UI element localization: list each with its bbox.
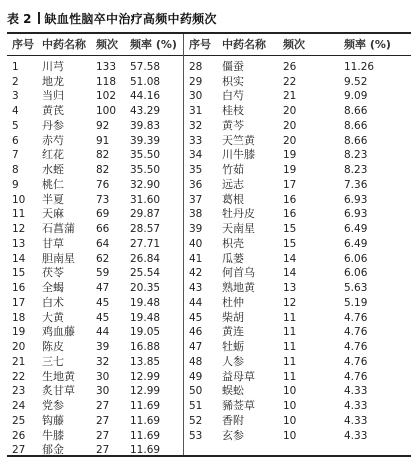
table-cell-name: 竹茹 [222,163,244,177]
table-cell-name: 半夏 [42,192,64,206]
table-cell-rate: 6.93 [344,193,368,206]
table-cell-index: 50 [189,385,203,398]
table-cell-name: 人参 [222,354,244,368]
table-cell-rate: 11.69 [130,400,161,413]
table-cell-name: 葛根 [222,192,244,206]
table-cell-index: 32 [189,119,203,132]
table-cell-index: 16 [12,282,26,295]
table-cell-rate: 39.83 [130,119,161,132]
header-rule [7,55,411,56]
table-cell-rate: 12.99 [130,370,161,383]
table-cell-rate: 8.66 [344,134,368,147]
table-cell-index: 49 [189,370,203,383]
table-cell-frequency: 26 [283,61,297,73]
table-cell-name: 牡丹皮 [222,207,255,221]
table-cell-name: 丹参 [42,118,64,132]
table-cell-frequency: 20 [283,119,297,132]
table-cell-index: 27 [12,444,26,457]
table-cell-rate: 8.23 [344,149,368,162]
table-cell-index: 37 [189,193,203,206]
table-cell-name: 石菖蒲 [42,222,75,236]
table-cell-name: 川牛膝 [222,148,255,162]
table-cell-frequency: 12 [283,296,297,309]
table-cell-index: 46 [189,326,203,339]
table-cell-name: 水蛭 [42,163,64,177]
table-cell-index: 51 [189,400,203,413]
table-cell-rate: 35.50 [130,149,161,162]
table-cell-name: 陈皮 [42,340,64,354]
header-name-right: 中药名称 [222,38,266,51]
table-cell-frequency: 45 [96,296,110,309]
table-cell-name: 桃仁 [42,177,64,191]
table-cell-name: 黄连 [222,325,244,339]
table-cell-name: 茯苓 [42,266,64,280]
table-cell-rate: 11.69 [130,414,161,427]
table-cell-frequency: 11 [283,311,297,324]
table-cell-rate: 11.69 [130,429,161,442]
table-cell-rate: 11.26 [344,61,375,73]
table-cell-index: 44 [189,296,203,309]
header-frequency-right: 频次 [283,38,305,51]
table-cell-frequency: 32 [96,355,110,368]
table-cell-frequency: 73 [96,193,110,206]
table-cell-index: 1 [12,61,19,73]
table-cell-name: 何首乌 [222,266,255,280]
table-cell-frequency: 22 [283,75,297,88]
table-cell-rate: 4.76 [344,370,368,383]
table-cell-index: 26 [12,429,26,442]
table-cell-index: 47 [189,341,203,354]
table-cell-name: 桂枝 [222,104,244,118]
table-cell-frequency: 30 [96,370,110,383]
table-cell-index: 33 [189,134,203,147]
table-cell-rate: 35.50 [130,164,161,177]
table-cell-index: 45 [189,311,203,324]
table-cell-frequency: 21 [283,90,297,103]
header-index-right: 序号 [189,38,211,51]
table-cell-index: 38 [189,208,203,221]
table-cell-index: 14 [12,252,26,265]
table-cell-name: 当归 [42,89,64,103]
table-cell-name: 红花 [42,148,64,162]
table-cell-name: 牡蛎 [222,340,244,354]
table-cell-frequency: 133 [96,61,117,73]
table-cell-index: 36 [189,178,203,191]
table-cell-index: 42 [189,267,203,280]
table-cell-index: 24 [12,400,26,413]
table-cell-name: 黄芪 [42,104,64,118]
table-cell-frequency: 10 [283,414,297,427]
table-cell-name: 地龙 [42,74,64,88]
table-cell-index: 21 [12,355,26,368]
table-cell-frequency: 47 [96,282,110,295]
table-cell-rate: 13.85 [130,355,161,368]
table-cell-frequency: 10 [283,400,297,413]
table-cell-name: 黄芩 [222,118,244,132]
table-cell-index: 35 [189,164,203,177]
table-cell-index: 17 [12,296,26,309]
table-cell-index: 8 [12,164,19,177]
table-cell-frequency: 19 [283,149,297,162]
table-cell-name: 钩藤 [42,413,64,427]
bottom-rule [7,455,411,457]
table-cell-name: 香附 [222,413,244,427]
table-cell-frequency: 27 [96,429,110,442]
table-cell-name: 胆南星 [42,251,75,265]
table-cell-name: 生地黄 [42,369,75,383]
table-cell-name: 枳壳 [222,236,244,250]
table-cell-rate: 32.90 [130,178,161,191]
table-cell-name: 天竺黄 [222,133,255,147]
table-cell-index: 30 [189,90,203,103]
table-cell-rate: 9.09 [344,90,368,103]
table-cell-frequency: 27 [96,444,110,457]
table-cell-index: 48 [189,355,203,368]
table-cell-rate: 20.35 [130,282,161,295]
table-cell-rate: 6.49 [344,237,368,250]
table-label: 表 2 [7,11,32,26]
table-cell-rate: 4.33 [344,385,368,398]
table-cell-frequency: 17 [283,178,297,191]
table-cell-rate: 6.06 [344,267,368,280]
table-cell-frequency: 66 [96,223,110,236]
header-index-left: 序号 [12,38,34,51]
table-cell-rate: 6.06 [344,252,368,265]
table-cell-frequency: 64 [96,237,110,250]
title-separator [38,12,40,24]
table-cell-name: 玄参 [222,428,244,442]
table-cell-rate: 19.05 [130,326,161,339]
table-cell-frequency: 100 [96,105,117,118]
table-cell-index: 5 [12,119,19,132]
table-cell-frequency: 11 [283,326,297,339]
table-cell-frequency: 62 [96,252,110,265]
table-cell-name: 牛膝 [42,428,64,442]
table-cell-frequency: 69 [96,208,110,221]
table-cell-index: 9 [12,178,19,191]
table-cell-frequency: 44 [96,326,110,339]
table-cell-name: 郁金 [42,443,64,457]
table-cell-rate: 27.71 [130,237,161,250]
table-cell-index: 31 [189,105,203,118]
table-cell-rate: 8.23 [344,164,368,177]
table-cell-frequency: 76 [96,178,110,191]
table-cell-rate: 28.57 [130,223,161,236]
table-cell-rate: 57.58 [130,61,161,73]
table-cell-rate: 8.66 [344,119,368,132]
header-name-left: 中药名称 [42,38,86,51]
table-cell-index: 6 [12,134,19,147]
table-cell-name: 白术 [42,295,64,309]
table-cell-frequency: 10 [283,385,297,398]
table-cell-index: 7 [12,149,19,162]
table-cell-frequency: 10 [283,429,297,442]
table-cell-rate: 51.08 [130,75,161,88]
table-title [7,9,217,27]
table-cell-name: 天南星 [222,222,255,236]
table-cell-frequency: 11 [283,341,297,354]
table-cell-index: 18 [12,311,26,324]
table-cell-name: 赤芍 [42,133,64,147]
table-cell-frequency: 14 [283,267,297,280]
table-cell-rate: 39.39 [130,134,161,147]
table-cell-rate: 7.36 [344,178,368,191]
table-cell-rate: 4.76 [344,355,368,368]
table-cell-name: 熟地黄 [222,281,255,295]
table-cell-frequency: 13 [283,282,297,295]
table-cell-frequency: 15 [283,223,297,236]
table-cell-name: 瓜蒌 [222,251,244,265]
table-cell-frequency: 20 [283,134,297,147]
table-cell-index: 43 [189,282,203,295]
table-cell-frequency: 39 [96,341,110,354]
table-cell-name: 党参 [42,399,64,413]
table-cell-index: 23 [12,385,26,398]
table-cell-frequency: 27 [96,400,110,413]
table-title-text: 缺血性脑卒中治疗高频中药频次 [44,11,217,26]
table-cell-index: 52 [189,414,203,427]
table-cell-index: 28 [189,61,203,73]
table-cell-name: 鸡血藤 [42,325,75,339]
table-cell-index: 4 [12,105,19,118]
table-cell-frequency: 118 [96,75,117,88]
table-cell-name: 益母草 [222,369,255,383]
table-cell-name: 炙甘草 [42,384,75,398]
table-cell-name: 蜈蚣 [222,384,244,398]
table-cell-frequency: 30 [96,385,110,398]
table-cell-index: 10 [12,193,26,206]
table-cell-frequency: 16 [283,208,297,221]
table-cell-frequency: 19 [283,164,297,177]
table-cell-name: 远志 [222,177,244,191]
table-cell-name: 天麻 [42,207,64,221]
header-frequency-left: 频次 [96,38,118,51]
table-cell-name: 豨莶草 [222,399,255,413]
table-cell-rate: 5.63 [344,282,368,295]
table-cell-index: 25 [12,414,26,427]
table-cell-rate: 4.76 [344,326,368,339]
table-cell-rate: 31.60 [130,193,161,206]
table-cell-frequency: 92 [96,119,110,132]
table-cell-name: 枳实 [222,74,244,88]
table-cell-name: 白芍 [222,89,244,103]
table-cell-rate: 29.87 [130,208,161,221]
table-cell-index: 12 [12,223,26,236]
table-cell-rate: 4.33 [344,414,368,427]
table-cell-index: 40 [189,237,203,250]
table-cell-rate: 19.48 [130,296,161,309]
table-cell-frequency: 91 [96,134,110,147]
table-cell-index: 29 [189,75,203,88]
table-cell-rate: 12.99 [130,385,161,398]
table-cell-rate: 11.69 [130,444,161,457]
table-cell-index: 34 [189,149,203,162]
header-rate-right: 频率 (%) [344,38,391,51]
table-cell-rate: 4.76 [344,341,368,354]
table-cell-rate: 4.76 [344,311,368,324]
table-cell-frequency: 11 [283,355,297,368]
table-cell-rate: 5.19 [344,296,368,309]
table-cell-rate: 4.33 [344,429,368,442]
table-cell-rate: 25.54 [130,267,161,280]
table-cell-name: 大黄 [42,310,64,324]
table-cell-frequency: 15 [283,237,297,250]
table-cell-rate: 6.93 [344,208,368,221]
table-cell-rate: 19.48 [130,311,161,324]
table-cell-name: 僵蚕 [222,60,244,73]
table-cell-rate: 43.29 [130,105,161,118]
table-cell-index: 39 [189,223,203,236]
table-cell-index: 2 [12,75,19,88]
table-cell-index: 22 [12,370,26,383]
header-rate-left: 频率 (%) [130,38,177,51]
table-cell-rate: 26.84 [130,252,161,265]
table-cell-rate: 44.16 [130,90,161,103]
table-cell-name: 川芎 [42,60,64,73]
table-cell-index: 20 [12,341,26,354]
table-cell-name: 全蝎 [42,281,64,295]
table-cell-name: 三七 [42,354,64,368]
table-cell-frequency: 14 [283,252,297,265]
table-cell-frequency: 11 [283,370,297,383]
table-cell-frequency: 45 [96,311,110,324]
table-cell-index: 3 [12,90,19,103]
table-cell-index: 15 [12,267,26,280]
column-divider [183,34,184,455]
table-cell-rate: 8.66 [344,105,368,118]
table-cell-name: 柴胡 [222,310,244,324]
table-cell-index: 13 [12,237,26,250]
table-cell-index: 19 [12,326,26,339]
table-cell-frequency: 20 [283,105,297,118]
table-cell-frequency: 16 [283,193,297,206]
table-cell-name: 甘草 [42,236,64,250]
table-cell-rate: 4.33 [344,400,368,413]
table-cell-frequency: 59 [96,267,110,280]
table-cell-index: 53 [189,429,203,442]
table-cell-frequency: 82 [96,149,110,162]
table-cell-rate: 16.88 [130,341,161,354]
table-cell-index: 41 [189,252,203,265]
table-cell-rate: 6.49 [344,223,368,236]
table-cell-frequency: 82 [96,164,110,177]
table-cell-rate: 9.52 [344,75,368,88]
table-cell-frequency: 102 [96,90,117,103]
top-rule [7,32,411,34]
table-cell-index: 11 [12,208,26,221]
table-cell-frequency: 27 [96,414,110,427]
table-cell-name: 杜仲 [222,295,244,309]
